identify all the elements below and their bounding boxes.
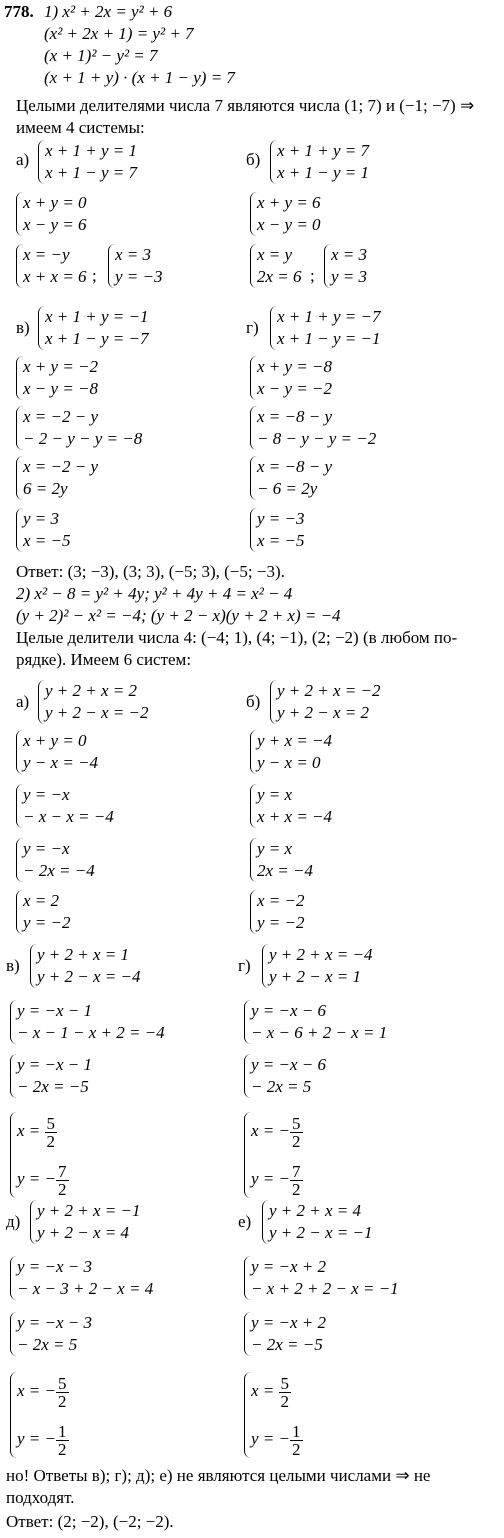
equation-system xyxy=(244,1054,326,1098)
system-equation: y − x = −4 xyxy=(23,753,99,772)
system-equation: x = y xyxy=(257,245,293,264)
system-equation: x + 1 − y = −7 xyxy=(45,329,149,348)
equation-system xyxy=(38,680,148,724)
system-equation: y + 2 + x = 1 xyxy=(37,945,130,964)
system-equation: − x + 2 + 2 − x = −1 xyxy=(251,1279,399,1298)
system-equation: x + 1 − y = 1 xyxy=(277,163,370,182)
fraction-numerator: 7 xyxy=(292,1161,301,1181)
equation-system xyxy=(250,456,332,500)
system-equation: − 6 = 2y xyxy=(257,479,318,498)
system-equation: x + y = −8 xyxy=(257,357,333,376)
equation-system xyxy=(324,244,367,288)
system-equation: x + x = 6 xyxy=(23,267,87,286)
separator-text: ; xyxy=(92,266,97,285)
equation-system xyxy=(244,1112,303,1198)
fraction-numerator: 5 xyxy=(46,1113,56,1133)
fraction-denominator: 2 xyxy=(292,1439,301,1459)
equation-system xyxy=(30,1200,140,1244)
fraction-numerator: 7 xyxy=(58,1161,67,1181)
case-label: в) xyxy=(16,318,30,337)
equation-system xyxy=(10,1112,69,1198)
system-equation: x = −2 − y xyxy=(23,407,99,426)
system-equation: − x − x = −4 xyxy=(23,807,114,826)
system-equation: x = 3 xyxy=(331,245,368,264)
problem-number: 778. xyxy=(4,2,34,21)
fraction-denominator: 2 xyxy=(280,1391,290,1411)
equation-system xyxy=(250,192,321,236)
system-equation: y + 2 − x = −1 xyxy=(269,1223,373,1242)
equation-system xyxy=(262,1200,372,1244)
system-equation: 2x = −4 xyxy=(257,861,313,880)
equation-line: 2) x² − 8 = y² + 4y; y² + 4y + 4 = x² − 4 xyxy=(16,584,293,603)
equation-system xyxy=(270,306,380,350)
equation-lhs: y = − xyxy=(17,1169,56,1188)
equation-line: (x + 1)² − y² = 7 xyxy=(44,46,158,65)
equation-lhs: y = − xyxy=(17,1429,56,1448)
system-equation: x + y = −2 xyxy=(23,357,99,376)
equation-system xyxy=(250,730,332,774)
equation-lhs: x = xyxy=(17,1121,45,1140)
system-equation: y + x = −4 xyxy=(257,731,333,750)
system-equation: − x − 3 + 2 − x = 4 xyxy=(17,1279,154,1298)
equation-system xyxy=(250,508,305,552)
equation-line: (x + 1 + y) · (x + 1 − y) = 7 xyxy=(44,68,235,87)
fraction-numerator: 1 xyxy=(292,1421,301,1441)
system-equation: x = −2 − y xyxy=(23,457,99,476)
system-equation: y + 2 + x = 2 xyxy=(45,681,138,700)
equation-lhs: x = − xyxy=(17,1381,56,1400)
system-equation: x + y = 6 xyxy=(257,193,321,212)
system-equation: y + 2 + x = −1 xyxy=(37,1201,141,1220)
answer-text: Ответ: (3; −3), (3; 3), (−5; 3), (−5; −3). xyxy=(16,562,285,581)
system-equation: y + 2 − x = 4 xyxy=(37,1223,130,1242)
fraction xyxy=(290,1423,303,1458)
system-equation: y = 3 xyxy=(331,267,368,286)
system-equation: x + x = −4 xyxy=(257,807,333,826)
system-equation: x − y = −8 xyxy=(23,379,99,398)
system-equation: y = x xyxy=(257,839,293,858)
system-equation: x + 1 + y = 1 xyxy=(45,141,138,160)
fraction xyxy=(56,1375,69,1410)
conclusion-text: но! Ответы в); г); д); е) не являются целыми числами ⇒ не xyxy=(6,1466,431,1485)
case-label: г) xyxy=(238,956,251,975)
system-equation: x = 2 xyxy=(23,891,60,910)
system-equation: y + 2 − x = −4 xyxy=(37,967,141,986)
equation-system xyxy=(16,244,87,288)
system-equation xyxy=(17,1112,69,1150)
system-equation: y = −x + 2 xyxy=(251,1313,327,1332)
system-equation xyxy=(251,1160,303,1198)
equation-lhs: x = − xyxy=(251,1121,290,1140)
case-label: д) xyxy=(6,1212,21,1231)
system-equation: x + y = 0 xyxy=(23,193,87,212)
fraction-denominator: 2 xyxy=(46,1131,56,1151)
fraction xyxy=(56,1163,69,1198)
system-equation: y + 2 + x = 4 xyxy=(269,1201,362,1220)
paragraph-text: Целыми делителями числа 7 являются числа (1; 7) и (−1; −7) ⇒ xyxy=(16,96,475,115)
conclusion-text: подходят. xyxy=(6,1488,75,1507)
system-equation: y = −2 xyxy=(23,913,71,932)
equation-system xyxy=(10,1256,153,1300)
system-equation: − 2 − y − y = −8 xyxy=(23,429,143,448)
system-equation xyxy=(251,1112,303,1150)
equation-system xyxy=(250,838,313,882)
equation-system xyxy=(16,356,98,400)
system-equation: x = −2 xyxy=(257,891,305,910)
system-equation: y + 2 + x = −4 xyxy=(269,945,373,964)
equation-system xyxy=(16,784,114,828)
case-label: г) xyxy=(246,318,259,337)
system-equation: − x − 1 − x + 2 = −4 xyxy=(17,1023,165,1042)
system-equation: y = 3 xyxy=(23,509,60,528)
system-equation: x + 1 + y = −7 xyxy=(277,307,381,326)
equation-system xyxy=(250,890,305,934)
system-equation: x = −8 − y xyxy=(257,407,333,426)
system-equation: − 8 − y − y = −2 xyxy=(257,429,377,448)
equation-system xyxy=(244,1000,387,1044)
answer-text: Ответ: (2; −2), (−2; −2). xyxy=(6,1512,174,1531)
system-equation: y = −x − 3 xyxy=(17,1313,93,1332)
system-equation: y = −3 xyxy=(257,509,305,528)
system-equation: y = −x − 3 xyxy=(17,1257,93,1276)
system-equation: y + 2 + x = −2 xyxy=(277,681,381,700)
system-equation: − x − 6 + 2 − x = 1 xyxy=(251,1023,388,1042)
fraction-numerator: 1 xyxy=(58,1421,67,1441)
fraction-denominator: 2 xyxy=(58,1391,67,1411)
system-equation xyxy=(251,1420,303,1458)
fraction-denominator: 2 xyxy=(292,1131,301,1151)
equation-system xyxy=(30,944,140,988)
system-equation: x + 1 − y = 7 xyxy=(45,163,138,182)
system-equation xyxy=(17,1160,69,1198)
system-equation: y = −x xyxy=(23,839,70,858)
equation-system xyxy=(10,1372,69,1458)
system-equation: y = −x xyxy=(23,785,70,804)
equation-system xyxy=(244,1372,303,1458)
system-equation: − 2x = 5 xyxy=(17,1335,78,1354)
system-equation: x = −8 − y xyxy=(257,457,333,476)
system-equation: x = 3 xyxy=(115,245,152,264)
fraction xyxy=(45,1115,58,1150)
case-label: б) xyxy=(246,150,261,169)
equation-system xyxy=(108,244,163,288)
paragraph-text: рядке). Имеем 6 систем: xyxy=(16,650,192,669)
system-equation: − 2x = −4 xyxy=(23,861,95,880)
fraction-denominator: 2 xyxy=(292,1179,301,1199)
system-equation: y + 2 − x = 2 xyxy=(277,703,370,722)
equation-lhs: x = xyxy=(251,1381,279,1400)
system-equation: − 2x = −5 xyxy=(251,1335,323,1354)
system-equation: y = −3 xyxy=(115,267,163,286)
equation-line: (x² + 2x + 1) = y² + 7 xyxy=(44,24,194,43)
fraction xyxy=(56,1423,69,1458)
separator-text: ; xyxy=(310,266,315,285)
system-equation: − 2x = 5 xyxy=(251,1077,312,1096)
equation-system xyxy=(262,944,372,988)
system-equation: − 2x = −5 xyxy=(17,1077,89,1096)
equation-system xyxy=(38,306,148,350)
case-label: б) xyxy=(246,692,261,711)
fraction xyxy=(279,1375,292,1410)
case-label: в) xyxy=(6,956,20,975)
fraction-numerator: 5 xyxy=(292,1113,301,1133)
equation-system xyxy=(16,192,87,236)
system-equation: 2x = 6 xyxy=(257,267,302,286)
paragraph-text: имеем 4 системы: xyxy=(16,118,145,137)
equation-system xyxy=(10,1000,165,1044)
system-equation: x = −y xyxy=(23,245,70,264)
equation-system xyxy=(250,244,302,288)
system-equation: y + 2 − x = 1 xyxy=(269,967,362,986)
system-equation: y + 2 − x = −2 xyxy=(45,703,149,722)
fraction-numerator: 5 xyxy=(58,1373,67,1393)
equation-system xyxy=(16,508,71,552)
equation-system xyxy=(244,1312,326,1356)
system-equation: x + 1 − y = −1 xyxy=(277,329,381,348)
equation-system xyxy=(10,1054,92,1098)
equation-system xyxy=(250,406,376,450)
system-equation: y = −x − 6 xyxy=(251,1001,327,1020)
equation-lhs: y = − xyxy=(251,1169,290,1188)
fraction-numerator: 5 xyxy=(280,1373,290,1393)
fraction-denominator: 2 xyxy=(58,1179,67,1199)
equation-system xyxy=(16,890,71,934)
equation-system xyxy=(10,1312,92,1356)
system-equation: y = −x − 1 xyxy=(17,1001,93,1020)
case-label: а) xyxy=(16,150,30,169)
equation-system xyxy=(16,406,142,450)
equation-system xyxy=(270,680,380,724)
equation-system xyxy=(16,730,98,774)
system-equation: x = −5 xyxy=(257,531,305,550)
equation-system xyxy=(244,1256,399,1300)
equation-system xyxy=(38,140,137,184)
system-equation: y = −x + 2 xyxy=(251,1257,327,1276)
case-label: е) xyxy=(238,1212,252,1231)
system-equation: x − y = 0 xyxy=(257,215,321,234)
equation-system xyxy=(250,784,332,828)
equation-line: (y + 2)² − x² = −4; (y + 2 − x)(y + 2 + x) = −4 xyxy=(16,606,341,625)
system-equation: x − y = 6 xyxy=(23,215,87,234)
system-equation: y = −x − 6 xyxy=(251,1055,327,1074)
system-equation: y = −2 xyxy=(257,913,305,932)
system-equation: x = −5 xyxy=(23,531,71,550)
equation-system xyxy=(16,456,98,500)
system-equation: y = −x − 1 xyxy=(17,1055,93,1074)
system-equation xyxy=(251,1372,303,1410)
case-label: а) xyxy=(16,692,30,711)
fraction-denominator: 2 xyxy=(58,1439,67,1459)
system-equation: x + y = 0 xyxy=(23,731,87,750)
equation-system xyxy=(270,140,369,184)
paragraph-text: Целые делители числа 4: (−4; 1), (4; −1), (2; −2) (в любом по- xyxy=(16,628,458,647)
system-equation: y − x = 0 xyxy=(257,753,321,772)
system-equation xyxy=(17,1372,69,1410)
system-equation: x + 1 + y = −1 xyxy=(45,307,149,326)
system-equation: y = x xyxy=(257,785,293,804)
system-equation: x − y = −2 xyxy=(257,379,333,398)
fraction xyxy=(290,1163,303,1198)
equation-lhs: y = − xyxy=(251,1429,290,1448)
system-equation: 6 = 2y xyxy=(23,479,68,498)
system-equation: x + 1 + y = 7 xyxy=(277,141,370,160)
equation-system xyxy=(250,356,332,400)
equation-line: 1) x² + 2x = y² + 6 xyxy=(44,2,173,21)
fraction xyxy=(290,1115,303,1150)
equation-system xyxy=(16,838,95,882)
system-equation xyxy=(17,1420,69,1458)
